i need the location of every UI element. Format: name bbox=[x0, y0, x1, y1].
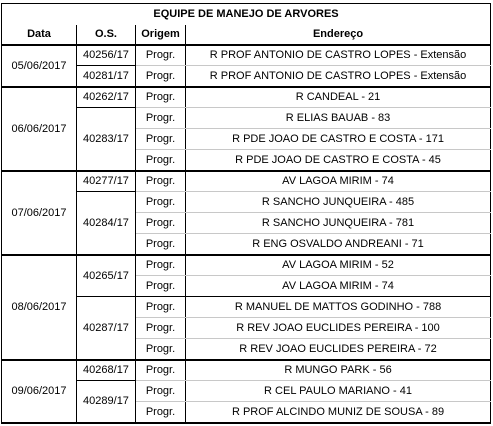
os-cell: 40289/17 bbox=[77, 381, 136, 423]
os-cell: 40265/17 bbox=[77, 255, 136, 297]
origem-cell: Progr. bbox=[136, 129, 186, 150]
os-cell: 40283/17 bbox=[77, 108, 136, 171]
endereco-cell: R SANCHO JUNQUEIRA - 485 bbox=[186, 192, 491, 213]
endereco-cell: AV LAGOA MIRIM - 52 bbox=[186, 255, 491, 276]
origem-cell: Progr. bbox=[136, 255, 186, 276]
table-row bbox=[2, 171, 491, 192]
os-cell: 40287/17 bbox=[77, 297, 136, 360]
endereco-cell: AV LAGOA MIRIM - 74 bbox=[186, 276, 491, 297]
os-cell: 40256/17 bbox=[77, 45, 136, 66]
endereco-cell: R SANCHO JUNQUEIRA - 781 bbox=[186, 213, 491, 234]
origem-cell: Progr. bbox=[136, 87, 186, 108]
origem-cell: Progr. bbox=[136, 402, 186, 423]
origem-cell: Progr. bbox=[136, 45, 186, 66]
origem-cell: Progr. bbox=[136, 318, 186, 339]
origem-cell: Progr. bbox=[136, 213, 186, 234]
os-cell: 40262/17 bbox=[77, 87, 136, 108]
endereco-cell: R PROF ANTONIO DE CASTRO LOPES - Extensão bbox=[186, 45, 491, 66]
os-cell: 40277/17 bbox=[77, 171, 136, 192]
date-cell: 06/06/2017 bbox=[2, 87, 77, 171]
endereco-cell: R PDE JOAO DE CASTRO E COSTA - 171 bbox=[186, 129, 491, 150]
table-row bbox=[2, 360, 491, 381]
table-row bbox=[2, 45, 491, 66]
origem-cell: Progr. bbox=[136, 381, 186, 402]
table-body bbox=[2, 45, 491, 423]
origem-cell: Progr. bbox=[136, 276, 186, 297]
endereco-cell: R PDE JOAO DE CASTRO E COSTA - 45 bbox=[186, 150, 491, 171]
date-cell: 05/06/2017 bbox=[2, 45, 77, 87]
date-cell: 09/06/2017 bbox=[2, 360, 77, 423]
table-row bbox=[2, 87, 491, 108]
header-origem: Origem bbox=[136, 25, 186, 45]
endereco-cell: R PROF ALCINDO MUNIZ DE SOUSA - 89 bbox=[186, 402, 491, 423]
origem-cell: Progr. bbox=[136, 171, 186, 192]
table-title: EQUIPE DE MANEJO DE ARVORES bbox=[2, 4, 491, 25]
endereco-cell: R CEL PAULO MARIANO - 41 bbox=[186, 381, 491, 402]
endereco-cell: R PROF ANTONIO DE CASTRO LOPES - Extensão bbox=[186, 66, 491, 87]
origem-cell: Progr. bbox=[136, 234, 186, 255]
origem-cell: Progr. bbox=[136, 66, 186, 87]
origem-cell: Progr. bbox=[136, 360, 186, 381]
endereco-cell: R ENG OSVALDO ANDREANI - 71 bbox=[186, 234, 491, 255]
header-data: Data bbox=[2, 25, 77, 45]
table-row bbox=[2, 255, 491, 276]
date-cell: 07/06/2017 bbox=[2, 171, 77, 255]
origem-cell: Progr. bbox=[136, 150, 186, 171]
os-cell: 40284/17 bbox=[77, 192, 136, 255]
endereco-cell: AV LAGOA MIRIM - 74 bbox=[186, 171, 491, 192]
endereco-cell: R MUNGO PARK - 56 bbox=[186, 360, 491, 381]
manejo-table bbox=[1, 3, 491, 424]
origem-cell: Progr. bbox=[136, 108, 186, 129]
header-endereco: Endereço bbox=[186, 25, 491, 45]
endereco-cell: R CANDEAL - 21 bbox=[186, 87, 491, 108]
header-os: O.S. bbox=[77, 25, 136, 45]
origem-cell: Progr. bbox=[136, 339, 186, 360]
origem-cell: Progr. bbox=[136, 192, 186, 213]
date-cell: 08/06/2017 bbox=[2, 255, 77, 360]
endereco-cell: R REV JOAO EUCLIDES PEREIRA - 100 bbox=[186, 318, 491, 339]
origem-cell: Progr. bbox=[136, 297, 186, 318]
os-cell: 40268/17 bbox=[77, 360, 136, 381]
endereco-cell: R ELIAS BAUAB - 83 bbox=[186, 108, 491, 129]
endereco-cell: R MANUEL DE MATTOS GODINHO - 788 bbox=[186, 297, 491, 318]
os-cell: 40281/17 bbox=[77, 66, 136, 87]
endereco-cell: R REV JOAO EUCLIDES PEREIRA - 72 bbox=[186, 339, 491, 360]
